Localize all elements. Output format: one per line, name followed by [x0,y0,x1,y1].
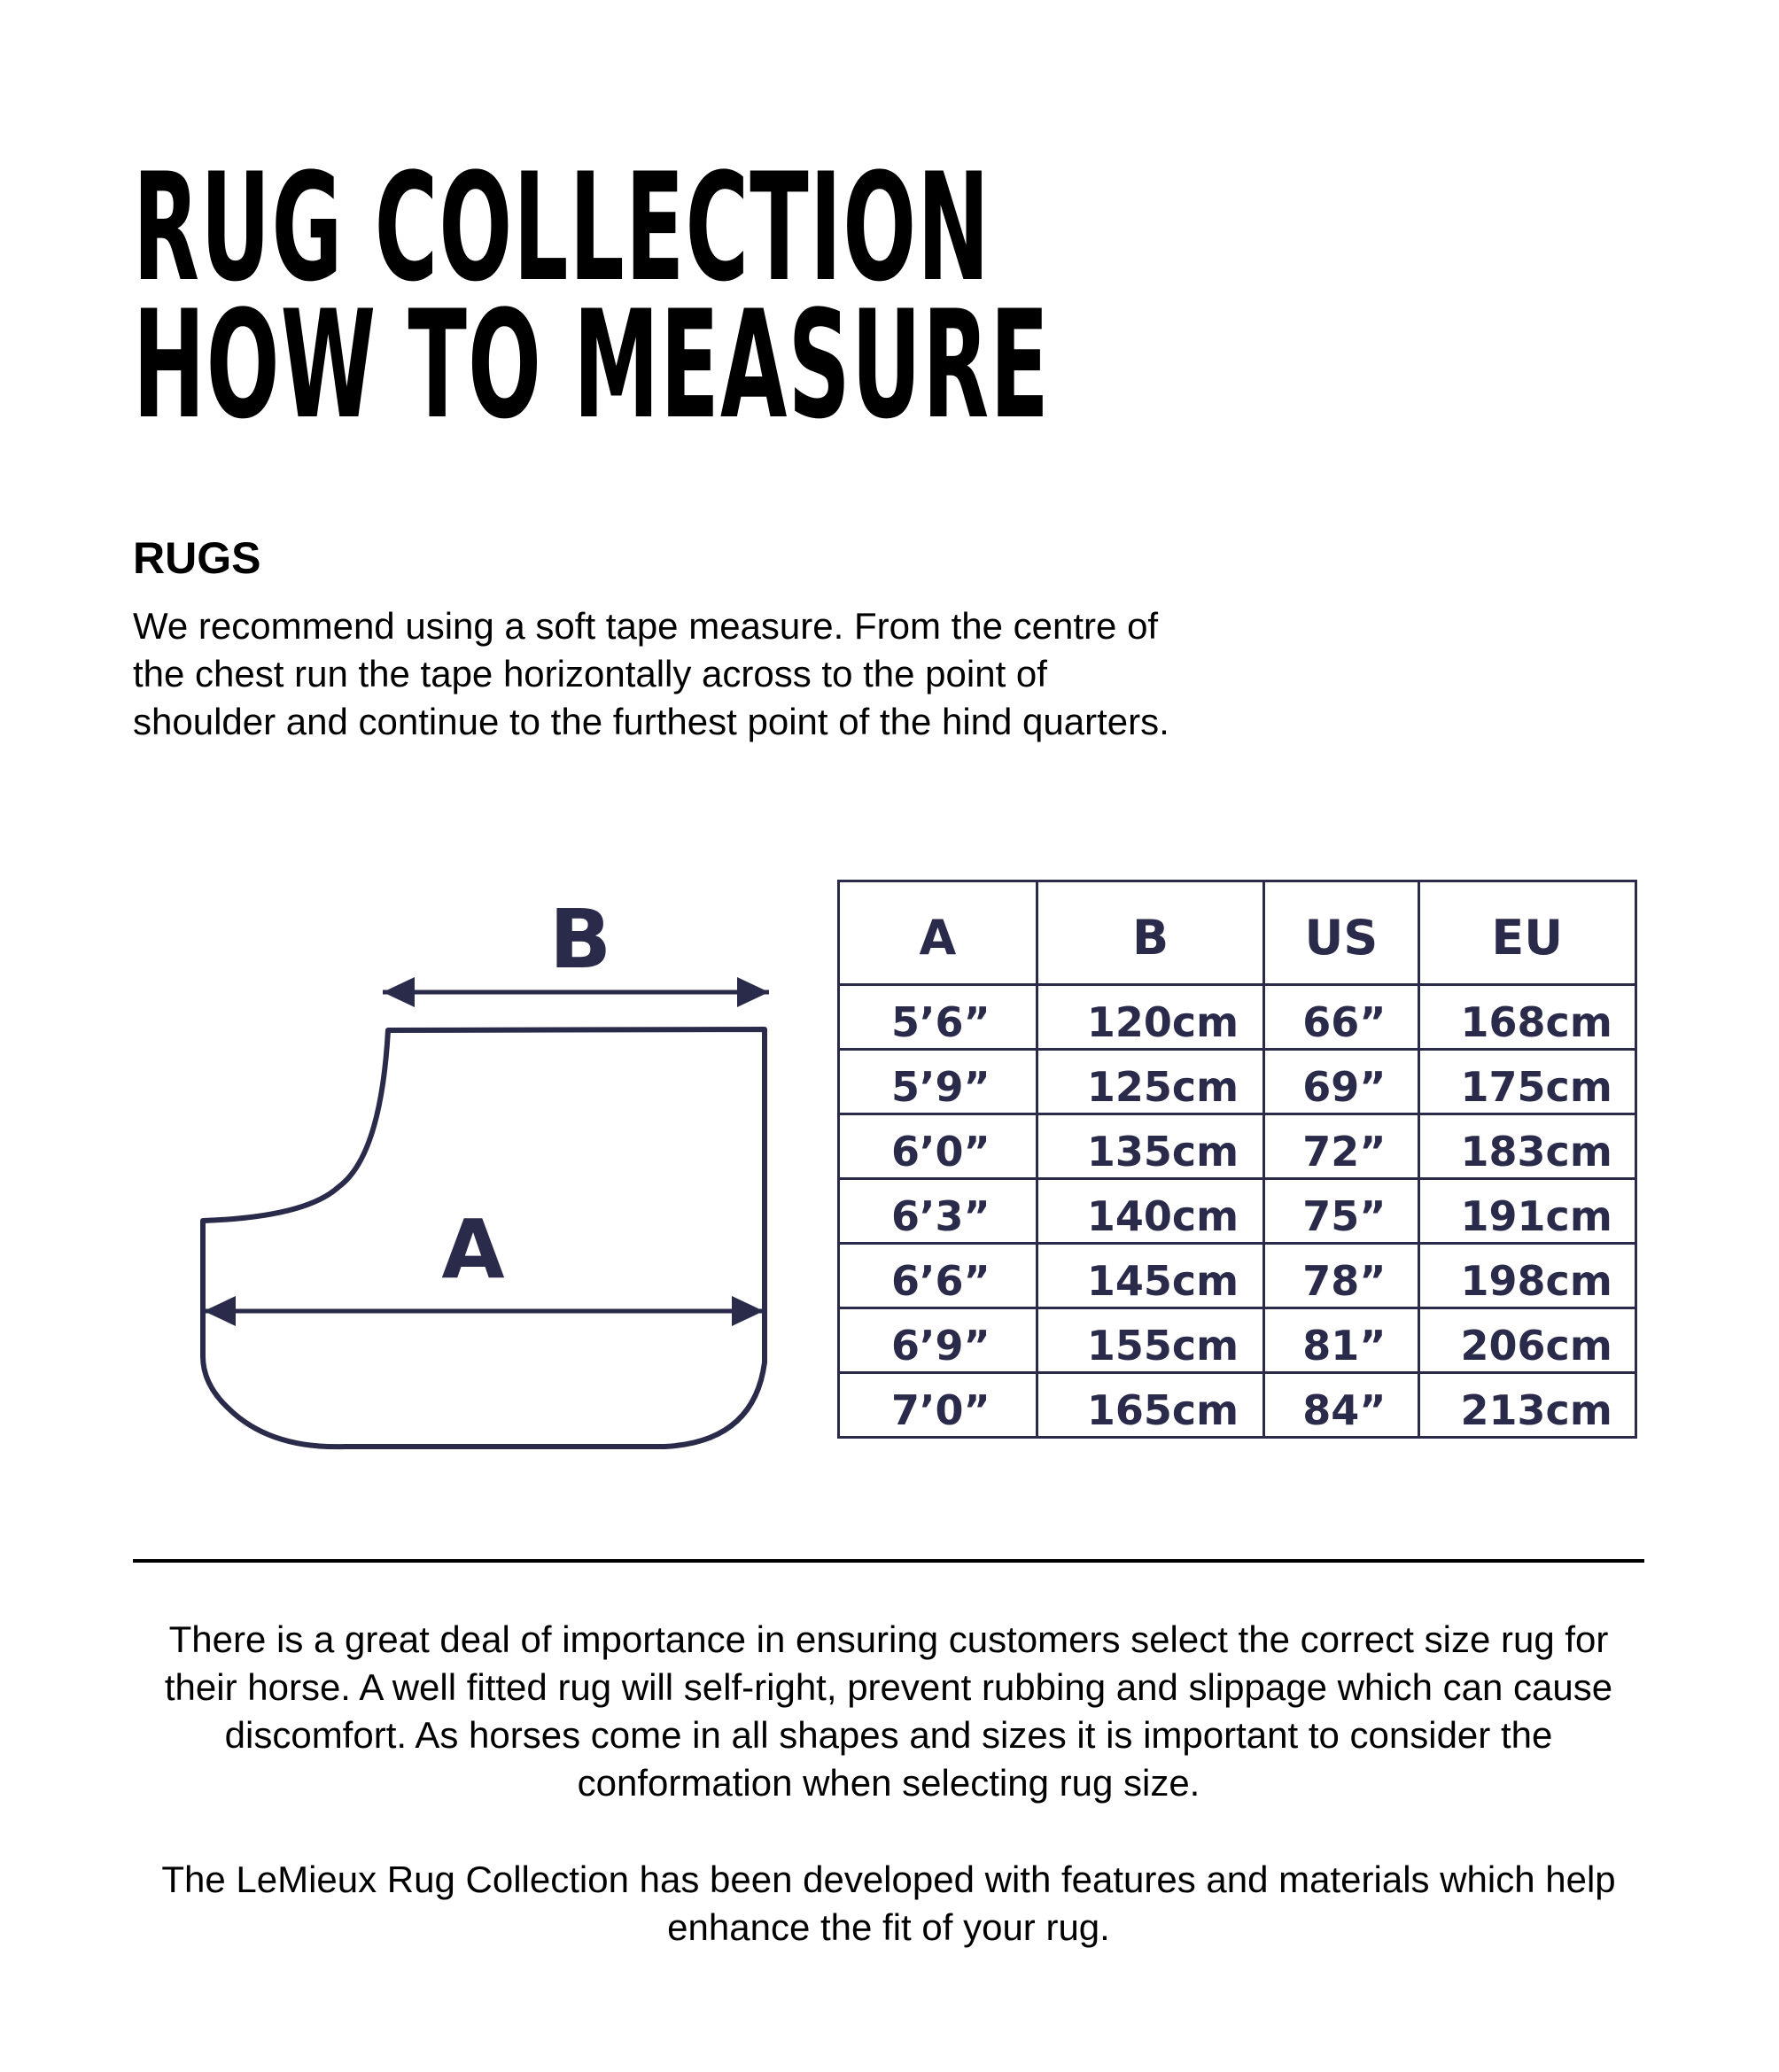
cell-us: 69” [1264,1050,1418,1114]
table-row [839,1373,1636,1438]
cell-eu: 206cm [1418,1308,1635,1373]
measure-a-label: A [441,1202,505,1297]
title-line-2: HOW TO MEASURE [133,278,1051,452]
section-divider [133,1559,1644,1563]
intro-paragraph: We recommend using a soft tape measure. From the centre of the chest run the tape horizontally across to the point of shoulder and continue to the furthest point of the hind quarters. [133,605,1169,742]
cell-eu: 191cm [1418,1179,1635,1244]
title-line-1: RUG COLLECTION [133,141,990,314]
table-row [839,1244,1636,1308]
cell-a: 7’0” [839,1373,1037,1438]
importance-paragraph: There is a great deal of importance in ensuring customers select the correct size rug for their horse. A well fitted rug will self-right, prevent rubbing and slippage which can cause discomfort. As horses come in all shapes and sizes it is important to consider the conformation when selecting rug size. [164,1618,1613,1804]
cell-b: 120cm [1037,985,1263,1050]
header-a: A [839,881,1037,985]
cell-eu: 183cm [1418,1114,1635,1179]
cell-b: 135cm [1037,1114,1263,1179]
cell-b: 155cm [1037,1308,1263,1373]
size-table [837,880,1637,1439]
cell-us: 75” [1264,1179,1418,1244]
header-b: B [1037,881,1263,985]
cell-us: 84” [1264,1373,1418,1438]
table-row [839,985,1636,1050]
cell-b: 140cm [1037,1179,1263,1244]
cell-us: 72” [1264,1114,1418,1179]
collection-paragraph: The LeMieux Rug Collection has been developed with features and materials which help enhance the fit of your rug. [161,1859,1616,1948]
rug-diagram [124,886,797,1471]
cell-eu: 213cm [1418,1373,1635,1438]
cell-b: 165cm [1037,1373,1263,1438]
cell-a: 6’6” [839,1244,1037,1308]
cell-eu: 198cm [1418,1244,1635,1308]
cell-a: 5’9” [839,1050,1037,1114]
section-heading: RUGS [133,533,261,583]
table-header-row [839,881,1636,985]
cell-us: 66” [1264,985,1418,1050]
table-row [839,1050,1636,1114]
table-row [839,1179,1636,1244]
cell-b: 125cm [1037,1050,1263,1114]
cell-us: 78” [1264,1244,1418,1308]
header-us: US [1264,881,1418,985]
cell-us: 81” [1264,1308,1418,1373]
cell-a: 5’6” [839,985,1037,1050]
header-eu: EU [1418,881,1635,985]
table-row [839,1114,1636,1179]
table-row [839,1308,1636,1373]
page-title [133,141,1051,452]
measure-a-arrow [204,1296,764,1326]
cell-a: 6’9” [839,1308,1037,1373]
measure-b-label: B [548,892,612,987]
cell-eu: 175cm [1418,1050,1635,1114]
cell-b: 145cm [1037,1244,1263,1308]
cell-a: 6’3” [839,1179,1037,1244]
cell-a: 6’0” [839,1114,1037,1179]
cell-eu: 168cm [1418,985,1635,1050]
